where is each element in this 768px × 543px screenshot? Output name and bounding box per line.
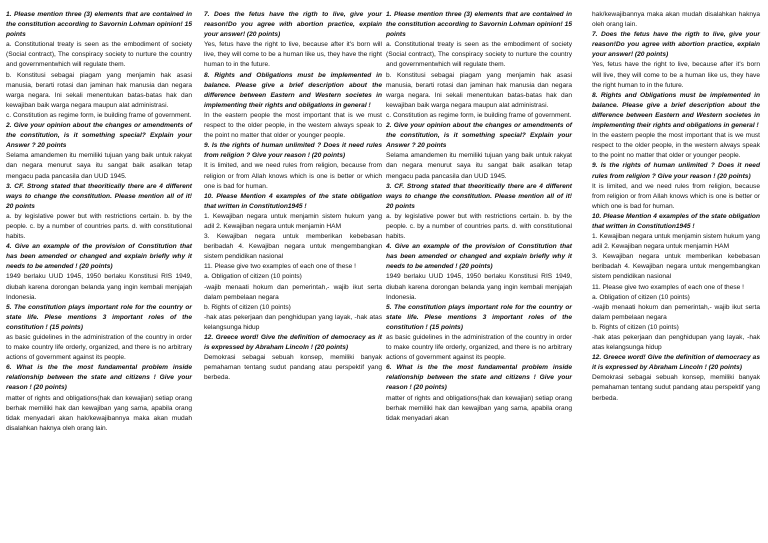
answer-text: matter of rights and obligations(hak dan kewajian) setiap orang berhak memiliki hak dan kewajiban yang sama, apabila orang tidak menyadari akan hak/kewajibannya maka akan mudah disalahkan haknya oleh orang lain.: [6, 394, 192, 432]
answer-text: a. Obligation of citizen (10 points): [592, 293, 690, 301]
question-text: 7. Does the fetus have the rigth to live, give your reason!Do you agree with abortion practice, explain your answer! (20 points): [592, 31, 760, 59]
answer-text: c. Constitution as regime form, ie building frame of government.: [386, 111, 572, 119]
answer-text: a. Obligation of citizen (10 points): [204, 273, 302, 281]
answer-text: b. Konstitusi sebagai piagam yang menjamin hak asasi manusia, berarti rotasi dan jaminan hak manusia dan negara warga negara. Ini sekali menentukan batas-batas hak dan kewajiban baik warga negara maupun alat administrasi.: [386, 71, 572, 109]
answer-text: It is limited, and we need rules from religion, because from religion or from Allah knows which is one is better or which one is bad for human.: [204, 162, 382, 190]
answer-text: 11. Please give two examples of each one of these !: [592, 283, 744, 291]
answer-text: -wajib menaati hokum dan pemerintah,- wajib ikut serta dalam pembelaan negara: [204, 283, 382, 301]
answer-text: In the eastern people the most important that is we must respect to the older people, in the western always speak to the point no matter that older or younger people.: [204, 111, 382, 140]
answer-text: b. Konstitusi sebagai piagam yang menjamin hak asasi manusia, berarti rotasi dan jaminan hak manusia dan negara warga negara. Ini sekali menentukan batas-batas hak dan kewajiban baik warga negara maupun alat administrasi.: [6, 71, 192, 109]
question-text: 5. The constitution plays important role for the country or state life. Plese mentions 3 important roles of the constitution ! (15 points): [386, 303, 572, 331]
question-text: 9. Is the rights of human unlimited ? Does it need rules from religion ? Give your reason ! (20 points): [592, 162, 760, 180]
answer-text: Selama amandemen itu memiliki tujuan yang baik untuk rakyat dan negara menurut saya itu sangat baik asalkan tetap mengacu pada pancasila dan UUD 1945.: [386, 152, 572, 180]
question-text: 3. CF. Strong stated that theoritically there are 4 different ways to change the constitution. Please mention all of it! 20 points: [386, 182, 572, 210]
answer-text: matter of rights and obligations(hak dan kewajian) setiap orang berhak memiliki hak dan kewajiban yang sama, apabila orang tidak menyadari akan: [386, 394, 572, 422]
question-text: 10. Please Mention 4 examples of the state obligation that written in Constitution1945 !: [204, 192, 382, 210]
question-text: 9. Is the rights of human unlimited ? Does it need rules from religion ? Give your reason ! (20 points): [204, 142, 382, 160]
answer-text: -hak atas pekerjaan dan penghidupan yang layak, -hak atas kelangsunga hidup: [204, 313, 382, 331]
question-text: 2. Give your opinion about the changes or amendments of the constitution, is it something special? Explain your Answer ? 20 points: [6, 122, 192, 150]
question-text: 4. Give an example of the provision of Constitution that has been amended or changed and explain briefly why it needs to be amended ! (20 points): [6, 243, 192, 271]
question-text: 4. Give an example of the provision of Constitution that has been amended or changed and explain briefly why it needs to be amended ! (20 points): [386, 243, 572, 271]
answer-text: b. Rights of citizen (10 points): [204, 303, 291, 311]
answer-text: It is limited, and we need rules from religion, because from religion or from Allah knows which is one is better or which one is bad for human.: [592, 182, 760, 210]
answer-text: 1. Kewajiban negara untuk menjamin sistem hukum yang adil 2. Kewajiban negara untuk menjamin HAM: [592, 233, 760, 251]
answer-text: 3. Kewajiban negara untuk memberikan kebebasan beribadah 4. Kewajiban negara untuk mengembangkan sistem pendidikan nasional: [204, 233, 382, 261]
answer-text: 1949 berlaku UUD 1945, 1950 berlaku Konstitusi RIS 1949, diubah karena dorongan belanda yang ingin kembali menjajah Indonesia.: [6, 273, 192, 301]
answer-text: Selama amandemen itu memiliki tujuan yang baik untuk rakyat dan negara menurut saya itu sangat baik asalkan tetap mengacu pada pancasila dan UUD 1945.: [6, 152, 192, 180]
question-text: 12. Greece word! Give the definition of democracy as it is expressed by Abraham Lincoln ! (20 points): [204, 334, 382, 352]
question-text: 8. Rights and Obligations must be implemented in balance. Please give a brief description about the difference between Eastern and Western societes in implementing their rights and obligations in general !: [592, 91, 760, 130]
column-2: [204, 10, 382, 383]
question-text: 1. Please mention three (3) elements that are contained in the constitution according to Savornin Lohman opinion! 15 points: [386, 11, 572, 39]
answer-text: as basic guidelines in the administration of the country in order to make country life orderly, organized, and there is no arbitrary actions of government against its people.: [6, 334, 192, 362]
answer-text: Yes, fetus have the right to live, because after it's born will live, they will come to be a human like us, they have the right human to in the future.: [592, 61, 760, 89]
answer-text: a. Constitutional treaty is seen as the embodiment of society (Social contract), The conspiracy society to nurture the country and governmentwhich will regulate them.: [6, 41, 192, 69]
answer-text: c. Constitution as regime form, ie building frame of government.: [6, 111, 192, 119]
answer-text: a. by legislative power but with restrictions certain. b. by the people. c. by a number of countries parts. d. with constitutional habits.: [386, 212, 572, 241]
question-text: 6. What is the the most fundamental problem inside relationship between the state and citizens ! Give your reason ! (20 points): [6, 364, 192, 392]
answer-text: 1. Kewajiban negara untuk menjamin sistem hukum yang adil 2. Kewajiban negara untuk menjamin HAM: [204, 212, 382, 230]
question-text: 12. Greece word! Give the definition of democracy as it is expressed by Abraham Lincoln ! (20 points): [592, 354, 760, 372]
answer-text: Demokrasi sebagai sebuah konsep, memiliki banyak pemahaman tentang sudut pandang atau perspektif yang berbeda.: [204, 354, 382, 382]
answer-text: 11. Please give two examples of each one of these !: [204, 263, 356, 271]
answer-text: hak/kewajibannya maka akan mudah disalahkan haknya oleh orang lain.: [592, 11, 760, 29]
answer-text: -hak atas pekerjaan dan penghidupan yang layak, -hak atas kelangsunga hidup: [592, 334, 760, 352]
question-text: 1. Please mention three (3) elements that are contained in the constitution according to Savornin Lohman opinion! 15 points: [6, 11, 192, 39]
question-text: 6. What is the the most fundamental problem inside relationship between the state and citizens ! Give your reason ! (20 points): [386, 364, 572, 392]
answer-text: b. Rights of citizen (10 points): [592, 323, 679, 331]
question-text: 3. CF. Strong stated that theoritically there are 4 different ways to change the constitution. Please mention all of it! 20 points: [6, 182, 192, 210]
answer-text: 3. Kewajiban negara untuk memberikan kebebasan beribadah 4. Kewajiban negara untuk mengembangkan sistem pendidikan nasional: [592, 253, 760, 281]
answer-text: as basic guidelines in the administration of the country in order to make country life orderly, organized, and there is no arbitrary actions of government against its people.: [386, 334, 572, 362]
answer-text: -wajib menaati hokum dan pemerintah,- wajib ikut serta dalam pembelaan negara: [592, 303, 760, 321]
question-text: 7. Does the fetus have the rigth to live, give your reason!Do you agree with abortion practice, explain your answer! (20 points): [204, 11, 382, 39]
column-3: [386, 10, 572, 424]
question-text: 10. Please Mention 4 examples of the state obligation that written in Constitution1945 !: [592, 212, 760, 230]
question-text: 2. Give your opinion about the changes or amendments of the constitution, is it something special? Explain your Answer ? 20 points: [386, 122, 572, 150]
answer-text: a. by legislative power but with restrictions certain. b. by the people. c. by a number of countries parts. d. with constitutional habits.: [6, 212, 192, 241]
answer-text: a. Constitutional treaty is seen as the embodiment of society (Social contract), The conspiracy society to nurture the country and governmentwhich will regulate them.: [386, 41, 572, 69]
answer-text: Yes, fetus have the right to live, because after it's born will live, they will come to be a human like us, they have the right human to in the future.: [204, 41, 382, 69]
question-text: 5. The constitution plays important role for the country or state life. Plese mentions 3 important roles of the constitution ! (15 points): [6, 303, 192, 331]
answer-text: Demokrasi sebagai sebuah konsep, memiliki banyak pemahaman tentang sudut pandang atau perspektif yang berbeda.: [592, 374, 760, 402]
column-4: [592, 10, 760, 404]
answer-text: 1949 berlaku UUD 1945, 1950 berlaku Konstitusi RIS 1949, diubah karena dorongan belanda yang ingin kembali menjajah Indonesia.: [386, 273, 572, 301]
column-1: [6, 10, 192, 434]
answer-text: In the eastern people the most important that is we must respect to the older people, in the western always speak to the point no matter that older or younger people.: [592, 132, 760, 160]
question-text: 8. Rights and Obligations must be implemented in balance. Please give a brief description about the difference between Eastern and Western societes in implementing their rights and obligations in general !: [204, 71, 382, 109]
